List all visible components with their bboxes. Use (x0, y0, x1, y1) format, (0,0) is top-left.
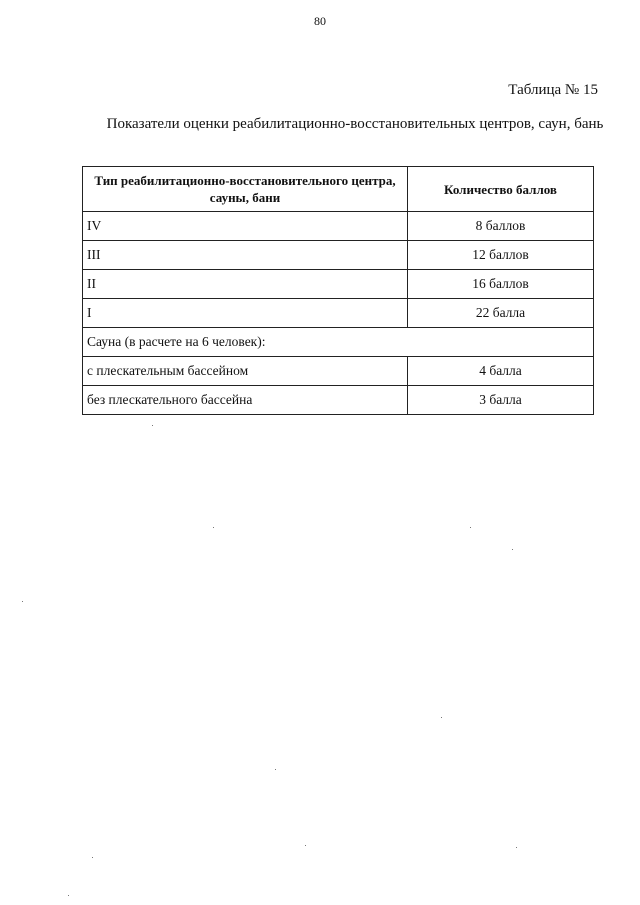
row-type: с плескательным бассейном (83, 357, 408, 386)
page-number: 80 (314, 14, 326, 28)
table-row (83, 270, 594, 299)
row-score: 12 баллов (408, 241, 594, 270)
table-row (83, 386, 594, 415)
table-row (83, 212, 594, 241)
scan-speck (213, 527, 214, 528)
table-header-row (83, 167, 594, 212)
sauna-section-label: Сауна (в расчете на 6 человек): (83, 328, 594, 357)
row-type: без плескательного бассейна (83, 386, 408, 415)
scan-speck (275, 769, 276, 770)
row-type: II (83, 270, 408, 299)
row-score: 3 балла (408, 386, 594, 415)
scan-speck (22, 601, 23, 602)
row-type: I (83, 299, 408, 328)
header-score: Количество баллов (408, 167, 594, 212)
scan-speck (441, 717, 442, 718)
table-caption: Показатели оценки реабилитационно-восстановительных центров, саун, бань (106, 116, 604, 132)
table-label: Таблица № 15 (508, 82, 598, 98)
row-type: IV (83, 212, 408, 241)
row-score: 22 балла (408, 299, 594, 328)
table-section-row (83, 328, 594, 357)
row-type: III (83, 241, 408, 270)
scan-speck (516, 847, 517, 848)
scan-speck (92, 857, 93, 858)
row-score: 8 баллов (408, 212, 594, 241)
table-row (83, 357, 594, 386)
scan-speck (68, 895, 69, 896)
table-row (83, 241, 594, 270)
row-score: 16 баллов (408, 270, 594, 299)
scan-speck (512, 549, 513, 550)
scan-speck (305, 845, 306, 846)
table-row (83, 299, 594, 328)
header-type: Тип реабилитационно-восстановительного центра, сауны, бани (83, 167, 408, 212)
ratings-table (82, 166, 594, 415)
scan-speck (152, 425, 153, 426)
scan-speck (470, 527, 471, 528)
row-score: 4 балла (408, 357, 594, 386)
